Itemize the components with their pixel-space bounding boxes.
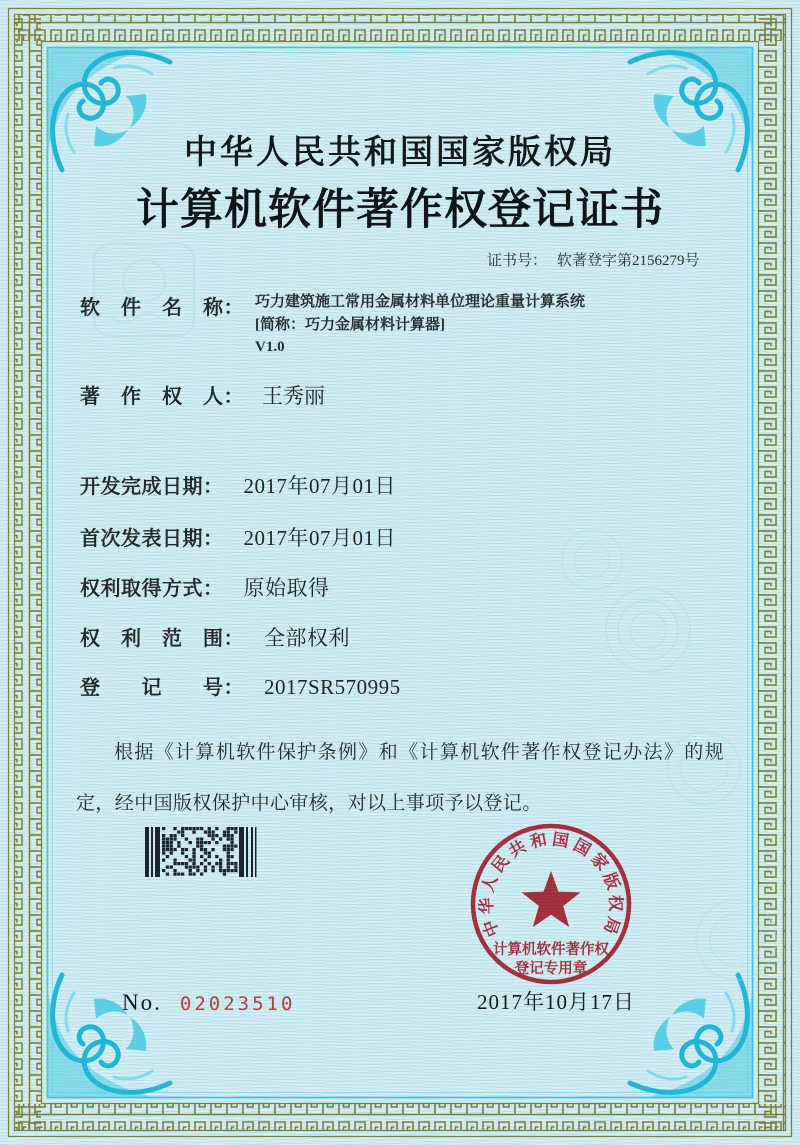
greek-key-border-bottom (15, 1104, 785, 1130)
software-name-value (255, 291, 585, 359)
dev-complete-date-label: 开发完成日期： (80, 476, 224, 498)
field-dev-complete-date (80, 470, 396, 500)
serial-number-value: 02023510 (179, 993, 296, 1015)
first-publish-date-value: 2017年07月01日 (243, 526, 396, 550)
serial-number (122, 990, 295, 1016)
certificate-title: 计算机软件著作权登记证书 (136, 187, 664, 234)
rights-scope-value: 全部权利 (264, 626, 350, 650)
embossed-watermark (94, 244, 194, 336)
certificate-number-label: 证书号： (487, 253, 548, 269)
copyright-owner-label: 著 作 权 人： (80, 386, 244, 408)
barcode (145, 827, 261, 882)
software-name-line1: 巧力建筑施工常用金属材料单位理论重量计算系统 (255, 294, 586, 310)
rights-scope-label: 权 利 范 围： (80, 628, 244, 650)
registration-no-value: 2017SR570995 (264, 675, 401, 699)
rights-acquisition-label: 权利取得方式： (80, 578, 224, 600)
certificate-number-value: 软著登字第2156279号 (557, 253, 700, 269)
official-seal (460, 814, 642, 996)
seal-ring-text: 中华人民共和国国家版权局 (476, 829, 626, 940)
star-icon (522, 871, 581, 927)
registration-statement: 根据《计算机软件保护条例》和《计算机软件著作权登记办法》的规定，经中国版权保护中心审核，对以上事项予以登记。 (76, 742, 724, 814)
authority-title: 中华人民共和国国家版权局 (184, 135, 616, 171)
copyright-owner-value: 王秀丽 (262, 384, 325, 408)
dev-complete-date-value: 2017年07月01日 (243, 474, 396, 498)
corner-ornament-icon (630, 975, 752, 1097)
seal-inner-line2: 登记专用章 (514, 961, 588, 977)
first-publish-date-label: 首次发表日期： (80, 528, 224, 550)
certificate-number (487, 249, 700, 270)
field-rights-scope (80, 622, 350, 652)
software-name-line2: [简称：巧力金属材料计算器] (255, 316, 445, 333)
seal-date: 2017年10月17日 (477, 990, 635, 1014)
field-registration-no (80, 671, 401, 700)
field-software-name (80, 291, 244, 320)
software-name-line3: V1.0 (255, 339, 285, 355)
rights-acquisition-value: 原始取得 (243, 576, 330, 600)
software-name-label: 软 件 名 称： (80, 297, 244, 319)
registration-no-label: 登 记 号： (80, 677, 244, 699)
field-rights-acquisition (80, 572, 330, 602)
greek-key-border-top (15, 15, 785, 41)
seal-inner-line1: 计算机软件著作权 (493, 942, 609, 958)
serial-number-label: No. (122, 990, 162, 1015)
field-copyright-owner (80, 380, 325, 410)
field-first-publish-date (80, 522, 396, 552)
